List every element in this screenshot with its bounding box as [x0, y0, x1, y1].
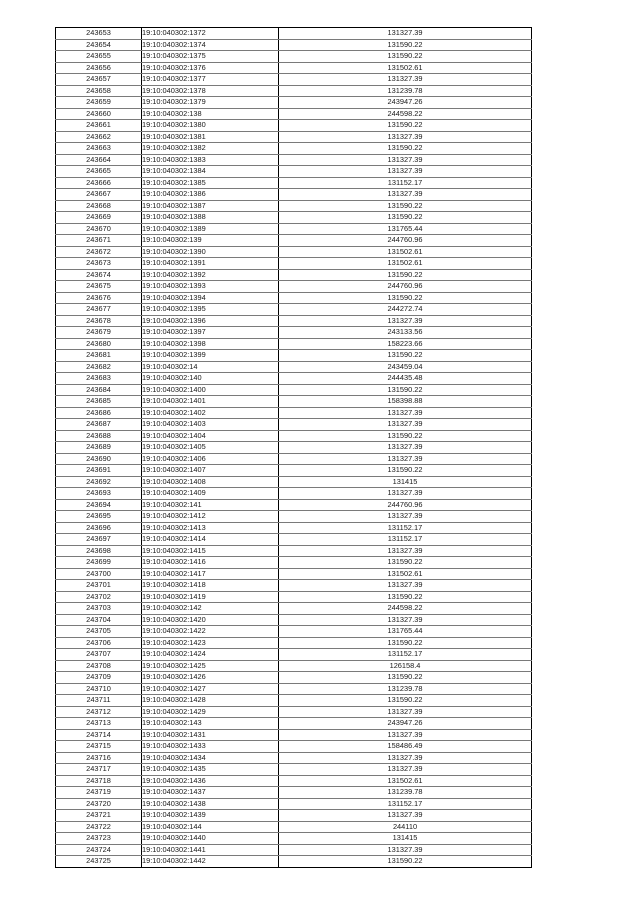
row-number-cell: 243653 — [56, 28, 142, 40]
cadastral-number-cell: 19:10:040302:1441 — [142, 844, 279, 856]
row-number-cell: 243681 — [56, 350, 142, 362]
cadastral-value-cell: 131327.39 — [279, 488, 532, 500]
table-row — [56, 120, 532, 132]
cadastral-number-cell: 19:10:040302:1391 — [142, 258, 279, 270]
table-row — [56, 672, 532, 684]
cadastral-number-cell: 19:10:040302:1435 — [142, 764, 279, 776]
cadastral-value-cell: 131152.17 — [279, 798, 532, 810]
table-row — [56, 338, 532, 350]
cadastral-value-cell: 244760.96 — [279, 235, 532, 247]
cadastral-number-cell: 19:10:040302:1379 — [142, 97, 279, 109]
table-row — [56, 315, 532, 327]
row-number-cell: 243683 — [56, 373, 142, 385]
cadastral-value-cell: 126158.4 — [279, 660, 532, 672]
table-row — [56, 177, 532, 189]
row-number-cell: 243712 — [56, 706, 142, 718]
row-number-cell: 243664 — [56, 154, 142, 166]
table-row — [56, 764, 532, 776]
table-row — [56, 787, 532, 799]
cadastral-number-cell: 19:10:040302:1418 — [142, 580, 279, 592]
table-row — [56, 223, 532, 235]
row-number-cell: 243687 — [56, 419, 142, 431]
row-number-cell: 243671 — [56, 235, 142, 247]
cadastral-number-cell: 19:10:040302:1386 — [142, 189, 279, 201]
row-number-cell: 243684 — [56, 384, 142, 396]
table-row — [56, 407, 532, 419]
cadastral-value-cell: 131590.22 — [279, 557, 532, 569]
cadastral-value-cell: 244110 — [279, 821, 532, 833]
row-number-cell: 243656 — [56, 62, 142, 74]
table-row — [56, 856, 532, 868]
row-number-cell: 243703 — [56, 603, 142, 615]
cadastral-number-cell: 19:10:040302:143 — [142, 718, 279, 730]
cadastral-value-cell: 131590.22 — [279, 637, 532, 649]
cadastral-value-cell: 244760.96 — [279, 499, 532, 511]
table-row — [56, 683, 532, 695]
table-row — [56, 775, 532, 787]
cadastral-number-cell: 19:10:040302:142 — [142, 603, 279, 615]
cadastral-number-cell: 19:10:040302:139 — [142, 235, 279, 247]
row-number-cell: 243697 — [56, 534, 142, 546]
row-number-cell: 243695 — [56, 511, 142, 523]
row-number-cell: 243666 — [56, 177, 142, 189]
row-number-cell: 243674 — [56, 269, 142, 281]
row-number-cell: 243706 — [56, 637, 142, 649]
table-row — [56, 51, 532, 63]
cadastral-number-cell: 19:10:040302:1382 — [142, 143, 279, 155]
cadastral-value-cell: 131502.61 — [279, 258, 532, 270]
table-row — [56, 626, 532, 638]
table-row — [56, 603, 532, 615]
cadastral-value-cell: 131327.39 — [279, 419, 532, 431]
table-row — [56, 269, 532, 281]
cadastral-number-cell: 19:10:040302:1431 — [142, 729, 279, 741]
row-number-cell: 243677 — [56, 304, 142, 316]
cadastral-number-cell: 19:10:040302:138 — [142, 108, 279, 120]
cadastral-number-cell: 19:10:040302:1376 — [142, 62, 279, 74]
cadastral-number-cell: 19:10:040302:1372 — [142, 28, 279, 40]
row-number-cell: 243660 — [56, 108, 142, 120]
cadastral-number-cell: 19:10:040302:1427 — [142, 683, 279, 695]
row-number-cell: 243679 — [56, 327, 142, 339]
table-row — [56, 327, 532, 339]
row-number-cell: 243693 — [56, 488, 142, 500]
cadastral-number-cell: 19:10:040302:1398 — [142, 338, 279, 350]
cadastral-value-cell: 131590.22 — [279, 465, 532, 477]
cadastral-value-cell: 158398.88 — [279, 396, 532, 408]
row-number-cell: 243715 — [56, 741, 142, 753]
table-row — [56, 131, 532, 143]
cadastral-number-cell: 19:10:040302:1400 — [142, 384, 279, 396]
table-row — [56, 810, 532, 822]
cadastral-value-cell: 131415 — [279, 476, 532, 488]
table-row — [56, 637, 532, 649]
cadastral-value-cell: 131590.22 — [279, 591, 532, 603]
cadastral-value-cell: 244598.22 — [279, 603, 532, 615]
table-row — [56, 384, 532, 396]
cadastral-value-cell: 243947.26 — [279, 97, 532, 109]
cadastral-number-cell: 19:10:040302:1375 — [142, 51, 279, 63]
cadastral-value-cell: 131152.17 — [279, 177, 532, 189]
cadastral-number-cell: 19:10:040302:1412 — [142, 511, 279, 523]
row-number-cell: 243675 — [56, 281, 142, 293]
row-number-cell: 243669 — [56, 212, 142, 224]
cadastral-number-cell: 19:10:040302:1408 — [142, 476, 279, 488]
row-number-cell: 243696 — [56, 522, 142, 534]
cadastral-value-cell: 131327.39 — [279, 810, 532, 822]
table-row — [56, 212, 532, 224]
cadastral-number-cell: 19:10:040302:1409 — [142, 488, 279, 500]
table-row — [56, 281, 532, 293]
cadastral-number-cell: 19:10:040302:1429 — [142, 706, 279, 718]
cadastral-value-cell: 243947.26 — [279, 718, 532, 730]
cadastral-value-cell: 131590.22 — [279, 856, 532, 868]
row-number-cell: 243690 — [56, 453, 142, 465]
cadastral-value-cell: 243133.56 — [279, 327, 532, 339]
cadastral-value-cell: 131327.39 — [279, 28, 532, 40]
cadastral-value-cell: 131502.61 — [279, 568, 532, 580]
cadastral-value-cell: 131327.39 — [279, 166, 532, 178]
cadastral-value-cell: 243459.04 — [279, 361, 532, 373]
table-row — [56, 614, 532, 626]
cadastral-value-cell: 158223.66 — [279, 338, 532, 350]
cadastral-number-cell: 19:10:040302:1425 — [142, 660, 279, 672]
cadastral-value-cell: 131239.78 — [279, 85, 532, 97]
table-row — [56, 304, 532, 316]
table-row — [56, 465, 532, 477]
cadastral-value-cell: 131502.61 — [279, 62, 532, 74]
table-row — [56, 28, 532, 40]
cadastral-value-cell: 131327.39 — [279, 844, 532, 856]
row-number-cell: 243657 — [56, 74, 142, 86]
row-number-cell: 243692 — [56, 476, 142, 488]
cadastral-number-cell: 19:10:040302:1387 — [142, 200, 279, 212]
cadastral-number-cell: 19:10:040302:1383 — [142, 154, 279, 166]
row-number-cell: 243670 — [56, 223, 142, 235]
row-number-cell: 243654 — [56, 39, 142, 51]
cadastral-number-cell: 19:10:040302:141 — [142, 499, 279, 511]
row-number-cell: 243714 — [56, 729, 142, 741]
table-row — [56, 189, 532, 201]
row-number-cell: 243667 — [56, 189, 142, 201]
table-row — [56, 154, 532, 166]
row-number-cell: 243702 — [56, 591, 142, 603]
row-number-cell: 243713 — [56, 718, 142, 730]
table-row — [56, 476, 532, 488]
cadastral-value-cell: 131327.39 — [279, 74, 532, 86]
cadastral-value-cell: 131327.39 — [279, 442, 532, 454]
cadastral-value-cell: 131327.39 — [279, 752, 532, 764]
table-row — [56, 453, 532, 465]
cadastral-number-cell: 19:10:040302:1416 — [142, 557, 279, 569]
row-number-cell: 243685 — [56, 396, 142, 408]
cadastral-number-cell: 19:10:040302:1385 — [142, 177, 279, 189]
cadastral-number-cell: 19:10:040302:1395 — [142, 304, 279, 316]
cadastral-number-cell: 19:10:040302:1436 — [142, 775, 279, 787]
row-number-cell: 243699 — [56, 557, 142, 569]
table-row — [56, 741, 532, 753]
table-row — [56, 649, 532, 661]
cadastral-value-cell: 131590.22 — [279, 200, 532, 212]
cadastral-value-cell: 131327.39 — [279, 729, 532, 741]
row-number-cell: 243707 — [56, 649, 142, 661]
cadastral-number-cell: 19:10:040302:1394 — [142, 292, 279, 304]
cadastral-number-cell: 19:10:040302:1397 — [142, 327, 279, 339]
row-number-cell: 243709 — [56, 672, 142, 684]
row-number-cell: 243689 — [56, 442, 142, 454]
cadastral-value-cell: 131327.39 — [279, 706, 532, 718]
table-row — [56, 833, 532, 845]
cadastral-value-cell: 244598.22 — [279, 108, 532, 120]
row-number-cell: 243701 — [56, 580, 142, 592]
table-row — [56, 499, 532, 511]
row-number-cell: 243722 — [56, 821, 142, 833]
row-number-cell: 243663 — [56, 143, 142, 155]
table-row — [56, 568, 532, 580]
table-row — [56, 522, 532, 534]
table-row — [56, 235, 532, 247]
cadastral-number-cell: 19:10:040302:1440 — [142, 833, 279, 845]
cadastral-number-cell: 19:10:040302:1433 — [142, 741, 279, 753]
cadastral-value-cell: 131327.39 — [279, 131, 532, 143]
row-number-cell: 243719 — [56, 787, 142, 799]
row-number-cell: 243661 — [56, 120, 142, 132]
table-row — [56, 97, 532, 109]
row-number-cell: 243698 — [56, 545, 142, 557]
row-number-cell: 243668 — [56, 200, 142, 212]
table-row — [56, 292, 532, 304]
table-row — [56, 62, 532, 74]
row-number-cell: 243655 — [56, 51, 142, 63]
cadastral-number-cell: 19:10:040302:1377 — [142, 74, 279, 86]
row-number-cell: 243658 — [56, 85, 142, 97]
cadastral-value-cell: 131590.22 — [279, 292, 532, 304]
cadastral-value-cell: 131590.22 — [279, 120, 532, 132]
cadastral-number-cell: 19:10:040302:1420 — [142, 614, 279, 626]
row-number-cell: 243673 — [56, 258, 142, 270]
cadastral-value-cell: 131152.17 — [279, 522, 532, 534]
cadastral-number-cell: 19:10:040302:1399 — [142, 350, 279, 362]
row-number-cell: 243704 — [56, 614, 142, 626]
row-number-cell: 243662 — [56, 131, 142, 143]
row-number-cell: 243717 — [56, 764, 142, 776]
cadastral-value-cell: 131590.22 — [279, 384, 532, 396]
cadastral-number-cell: 19:10:040302:1422 — [142, 626, 279, 638]
table-row — [56, 85, 532, 97]
cadastral-number-cell: 19:10:040302:1414 — [142, 534, 279, 546]
cadastral-value-table — [55, 27, 532, 868]
cadastral-number-cell: 19:10:040302:1380 — [142, 120, 279, 132]
row-number-cell: 243723 — [56, 833, 142, 845]
cadastral-value-cell: 131590.22 — [279, 269, 532, 281]
cadastral-value-cell: 131765.44 — [279, 223, 532, 235]
cadastral-value-cell: 131502.61 — [279, 775, 532, 787]
cadastral-value-cell: 131239.78 — [279, 683, 532, 695]
table-row — [56, 108, 532, 120]
row-number-cell: 243700 — [56, 568, 142, 580]
cadastral-value-cell: 131327.39 — [279, 545, 532, 557]
cadastral-value-cell: 131327.39 — [279, 453, 532, 465]
cadastral-number-cell: 19:10:040302:144 — [142, 821, 279, 833]
cadastral-value-cell: 131327.39 — [279, 407, 532, 419]
cadastral-number-cell: 19:10:040302:1403 — [142, 419, 279, 431]
row-number-cell: 243686 — [56, 407, 142, 419]
table-row — [56, 580, 532, 592]
table-row — [56, 143, 532, 155]
table-row — [56, 488, 532, 500]
cadastral-number-cell: 19:10:040302:1438 — [142, 798, 279, 810]
cadastral-number-cell: 19:10:040302:1405 — [142, 442, 279, 454]
cadastral-value-cell: 131327.39 — [279, 189, 532, 201]
table-row — [56, 752, 532, 764]
table-row — [56, 350, 532, 362]
row-number-cell: 243708 — [56, 660, 142, 672]
cadastral-value-cell: 158486.49 — [279, 741, 532, 753]
row-number-cell: 243672 — [56, 246, 142, 258]
cadastral-number-cell: 19:10:040302:1392 — [142, 269, 279, 281]
cadastral-number-cell: 19:10:040302:1407 — [142, 465, 279, 477]
table-row — [56, 798, 532, 810]
cadastral-value-cell: 131327.39 — [279, 580, 532, 592]
cadastral-value-cell: 244760.96 — [279, 281, 532, 293]
table-row — [56, 706, 532, 718]
table-row — [56, 396, 532, 408]
row-number-cell: 243688 — [56, 430, 142, 442]
cadastral-number-cell: 19:10:040302:1401 — [142, 396, 279, 408]
cadastral-number-cell: 19:10:040302:140 — [142, 373, 279, 385]
table-row — [56, 246, 532, 258]
cadastral-value-cell: 131765.44 — [279, 626, 532, 638]
row-number-cell: 243718 — [56, 775, 142, 787]
cadastral-value-cell: 131590.22 — [279, 143, 532, 155]
cadastral-value-cell: 131152.17 — [279, 534, 532, 546]
row-number-cell: 243716 — [56, 752, 142, 764]
cadastral-value-cell: 131590.22 — [279, 39, 532, 51]
table-row — [56, 74, 532, 86]
cadastral-number-cell: 19:10:040302:1390 — [142, 246, 279, 258]
table-row — [56, 258, 532, 270]
table-row — [56, 821, 532, 833]
cadastral-value-cell: 131327.39 — [279, 614, 532, 626]
cadastral-number-cell: 19:10:040302:1419 — [142, 591, 279, 603]
cadastral-number-cell: 19:10:040302:1406 — [142, 453, 279, 465]
cadastral-number-cell: 19:10:040302:1415 — [142, 545, 279, 557]
table-row — [56, 373, 532, 385]
cadastral-number-cell: 19:10:040302:1404 — [142, 430, 279, 442]
cadastral-value-cell: 131590.22 — [279, 212, 532, 224]
row-number-cell: 243682 — [56, 361, 142, 373]
row-number-cell: 243724 — [56, 844, 142, 856]
cadastral-number-cell: 19:10:040302:1384 — [142, 166, 279, 178]
cadastral-value-cell: 131327.39 — [279, 764, 532, 776]
row-number-cell: 243720 — [56, 798, 142, 810]
cadastral-value-cell: 131590.22 — [279, 51, 532, 63]
cadastral-number-cell: 19:10:040302:1434 — [142, 752, 279, 764]
cadastral-value-cell: 131590.22 — [279, 672, 532, 684]
cadastral-number-cell: 19:10:040302:1424 — [142, 649, 279, 661]
cadastral-value-cell: 131327.39 — [279, 511, 532, 523]
table-row — [56, 695, 532, 707]
row-number-cell: 243711 — [56, 695, 142, 707]
cadastral-value-cell: 131502.61 — [279, 246, 532, 258]
cadastral-value-cell: 131239.78 — [279, 787, 532, 799]
table-row — [56, 430, 532, 442]
row-number-cell: 243721 — [56, 810, 142, 822]
cadastral-number-cell: 19:10:040302:1402 — [142, 407, 279, 419]
table-row — [56, 442, 532, 454]
cadastral-value-cell: 131327.39 — [279, 154, 532, 166]
cadastral-number-cell: 19:10:040302:1437 — [142, 787, 279, 799]
cadastral-value-cell: 131590.22 — [279, 350, 532, 362]
cadastral-number-cell: 19:10:040302:1426 — [142, 672, 279, 684]
cadastral-number-cell: 19:10:040302:14 — [142, 361, 279, 373]
table-row — [56, 844, 532, 856]
cadastral-number-cell: 19:10:040302:1423 — [142, 637, 279, 649]
row-number-cell: 243705 — [56, 626, 142, 638]
row-number-cell: 243691 — [56, 465, 142, 477]
cadastral-number-cell: 19:10:040302:1389 — [142, 223, 279, 235]
row-number-cell: 243659 — [56, 97, 142, 109]
table-row — [56, 200, 532, 212]
cadastral-value-cell: 131590.22 — [279, 695, 532, 707]
row-number-cell: 243725 — [56, 856, 142, 868]
cadastral-number-cell: 19:10:040302:1428 — [142, 695, 279, 707]
table-row — [56, 718, 532, 730]
cadastral-value-cell: 131415 — [279, 833, 532, 845]
cadastral-number-cell: 19:10:040302:1442 — [142, 856, 279, 868]
cadastral-number-cell: 19:10:040302:1378 — [142, 85, 279, 97]
table-row — [56, 166, 532, 178]
table-row — [56, 511, 532, 523]
cadastral-value-cell: 131152.17 — [279, 649, 532, 661]
row-number-cell: 243710 — [56, 683, 142, 695]
table-row — [56, 361, 532, 373]
cadastral-value-cell: 244272.74 — [279, 304, 532, 316]
row-number-cell: 243676 — [56, 292, 142, 304]
table-row — [56, 419, 532, 431]
table-row — [56, 557, 532, 569]
row-number-cell: 243694 — [56, 499, 142, 511]
cadastral-number-cell: 19:10:040302:1439 — [142, 810, 279, 822]
cadastral-number-cell: 19:10:040302:1388 — [142, 212, 279, 224]
table-row — [56, 39, 532, 51]
table-body — [56, 28, 532, 868]
cadastral-number-cell: 19:10:040302:1413 — [142, 522, 279, 534]
cadastral-number-cell: 19:10:040302:1396 — [142, 315, 279, 327]
cadastral-number-cell: 19:10:040302:1381 — [142, 131, 279, 143]
table-row — [56, 729, 532, 741]
table-row — [56, 591, 532, 603]
cadastral-value-cell: 244435.48 — [279, 373, 532, 385]
cadastral-number-cell: 19:10:040302:1374 — [142, 39, 279, 51]
cadastral-value-cell: 131590.22 — [279, 430, 532, 442]
row-number-cell: 243665 — [56, 166, 142, 178]
table-row — [56, 660, 532, 672]
row-number-cell: 243678 — [56, 315, 142, 327]
cadastral-value-cell: 131327.39 — [279, 315, 532, 327]
table-row — [56, 545, 532, 557]
cadastral-number-cell: 19:10:040302:1393 — [142, 281, 279, 293]
cadastral-number-cell: 19:10:040302:1417 — [142, 568, 279, 580]
table-row — [56, 534, 532, 546]
row-number-cell: 243680 — [56, 338, 142, 350]
